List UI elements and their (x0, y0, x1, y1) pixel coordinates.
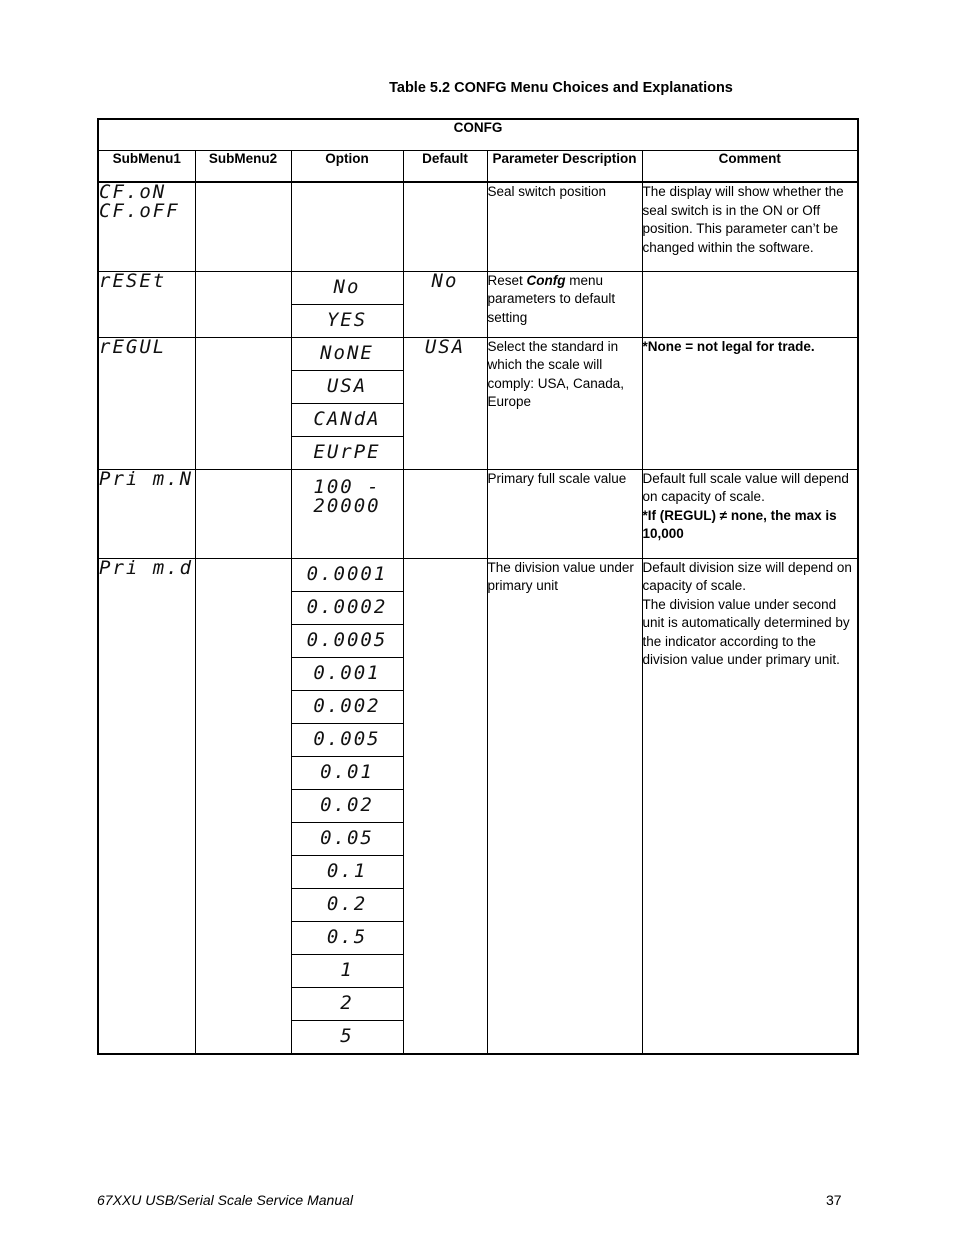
confg-table (97, 118, 859, 1055)
lcd-code: EUrPE (313, 441, 381, 463)
desc-text: menu parameters to default setting (487, 272, 616, 325)
lcd-code: 0.5 (326, 926, 368, 948)
option-cell (291, 624, 403, 657)
lcd-code: 0.0005 (306, 629, 388, 651)
default-cell (403, 271, 487, 337)
footer-page-number: 37 (826, 1192, 842, 1208)
comment-text: Default full scale value will depend on capacity of scale. (642, 470, 849, 504)
lcd-code: CANdA (313, 408, 381, 430)
option-cell (291, 271, 403, 304)
option-cell (291, 182, 403, 271)
lcd-code: 100 - (313, 475, 381, 498)
lcd-code: 0.02 (320, 794, 374, 816)
option-cell (291, 987, 403, 1020)
default-cell (403, 182, 487, 271)
option-cell (291, 469, 403, 558)
lcd-code: 0.01 (320, 761, 374, 783)
comment-cell: The display will show whether the seal switch is in the ON or Off position. This parameter can’t be changed within the software. (642, 182, 858, 271)
lcd-code: No (333, 276, 361, 298)
lcd-code: rESEt (99, 269, 167, 292)
column-header-row (98, 151, 858, 183)
default-cell (403, 469, 487, 558)
lcd-code: USA (326, 375, 368, 397)
lcd-code: 0.2 (326, 893, 368, 915)
table-row (98, 182, 858, 271)
table-row (98, 271, 858, 304)
description-cell: Primary full scale value (487, 469, 642, 558)
option-cell (291, 822, 403, 855)
lcd-code: Pri m.N (99, 467, 194, 490)
lcd-code: 1 (340, 959, 354, 981)
submenu2-cell (195, 182, 291, 271)
comment-cell (642, 271, 858, 337)
table-title-row (98, 119, 858, 151)
description-cell: Select the standard in which the scale will comply: USA, Canada, Europe (487, 337, 642, 469)
option-cell (291, 921, 403, 954)
option-cell (291, 954, 403, 987)
submenu1-cell (98, 337, 195, 469)
desc-text: Reset (487, 272, 527, 288)
submenu1-cell (98, 182, 195, 271)
option-cell (291, 558, 403, 591)
lcd-code: 2 (340, 992, 354, 1014)
lcd-code: rEGUL (99, 335, 167, 358)
option-cell (291, 337, 403, 370)
default-cell (403, 558, 487, 1054)
lcd-code: Pri m.d (99, 556, 194, 579)
option-cell (291, 756, 403, 789)
default-cell (403, 337, 487, 469)
submenu2-cell (195, 558, 291, 1054)
lcd-code: USA (424, 335, 466, 358)
option-cell (291, 403, 403, 436)
description-cell (487, 271, 642, 337)
column-header: Comment (642, 151, 858, 183)
lcd-code: 5 (340, 1025, 354, 1047)
lcd-code: CF.oFF (99, 200, 180, 222)
option-cell (291, 436, 403, 469)
footer-manual-title: 67XXU USB/Serial Scale Service Manual (97, 1192, 354, 1208)
lcd-code: YES (326, 309, 368, 331)
comment-note: *If (REGUL) ≠ none, the max is 10,000 (642, 507, 837, 541)
lcd-code: 0.0002 (306, 596, 388, 618)
lcd-code: 0.005 (313, 728, 381, 750)
table-title: CONFG (98, 119, 858, 151)
description-cell: Seal switch position (487, 182, 642, 271)
submenu1-cell (98, 469, 195, 558)
column-header: Option (291, 151, 403, 183)
table-row (98, 558, 858, 591)
lcd-code: 0.1 (326, 860, 368, 882)
comment-text: The division value under second unit is automatically determined by the indicator according to the division value under primary unit. (642, 596, 850, 667)
table-row (98, 337, 858, 370)
submenu2-cell (195, 469, 291, 558)
lcd-code: 0.002 (313, 695, 381, 717)
option-cell (291, 888, 403, 921)
lcd-code: 0.0001 (306, 563, 388, 585)
option-cell (291, 1020, 403, 1054)
lcd-code: 0.001 (313, 662, 381, 684)
option-cell (291, 370, 403, 403)
description-cell: The division value under primary unit (487, 558, 642, 1054)
submenu2-cell (195, 271, 291, 337)
comment-cell (642, 469, 858, 558)
option-cell (291, 304, 403, 337)
option-cell (291, 789, 403, 822)
option-cell (291, 690, 403, 723)
comment-cell (642, 558, 858, 1054)
column-header: Default (403, 151, 487, 183)
option-cell (291, 723, 403, 756)
option-cell (291, 855, 403, 888)
column-header: SubMenu1 (98, 151, 195, 183)
column-header: SubMenu2 (195, 151, 291, 183)
comment-cell: *None = not legal for trade. (642, 337, 858, 469)
lcd-code: NoNE (320, 342, 374, 364)
lcd-code: CF.oN (99, 181, 167, 203)
column-header: Parameter Description (487, 151, 642, 183)
lcd-code: No (431, 269, 459, 292)
desc-emphasis: Confg (526, 272, 566, 288)
submenu1-cell (98, 271, 195, 337)
lcd-code: 0.05 (320, 827, 374, 849)
comment-text: Default division size will depend on capacity of scale. (642, 559, 852, 593)
option-cell (291, 591, 403, 624)
table-row (98, 469, 858, 558)
table-caption: Table 5.2 CONFG Menu Choices and Explanations (389, 80, 733, 96)
submenu2-cell (195, 337, 291, 469)
option-cell (291, 657, 403, 690)
lcd-code: 20000 (313, 494, 381, 517)
submenu1-cell (98, 558, 195, 1054)
